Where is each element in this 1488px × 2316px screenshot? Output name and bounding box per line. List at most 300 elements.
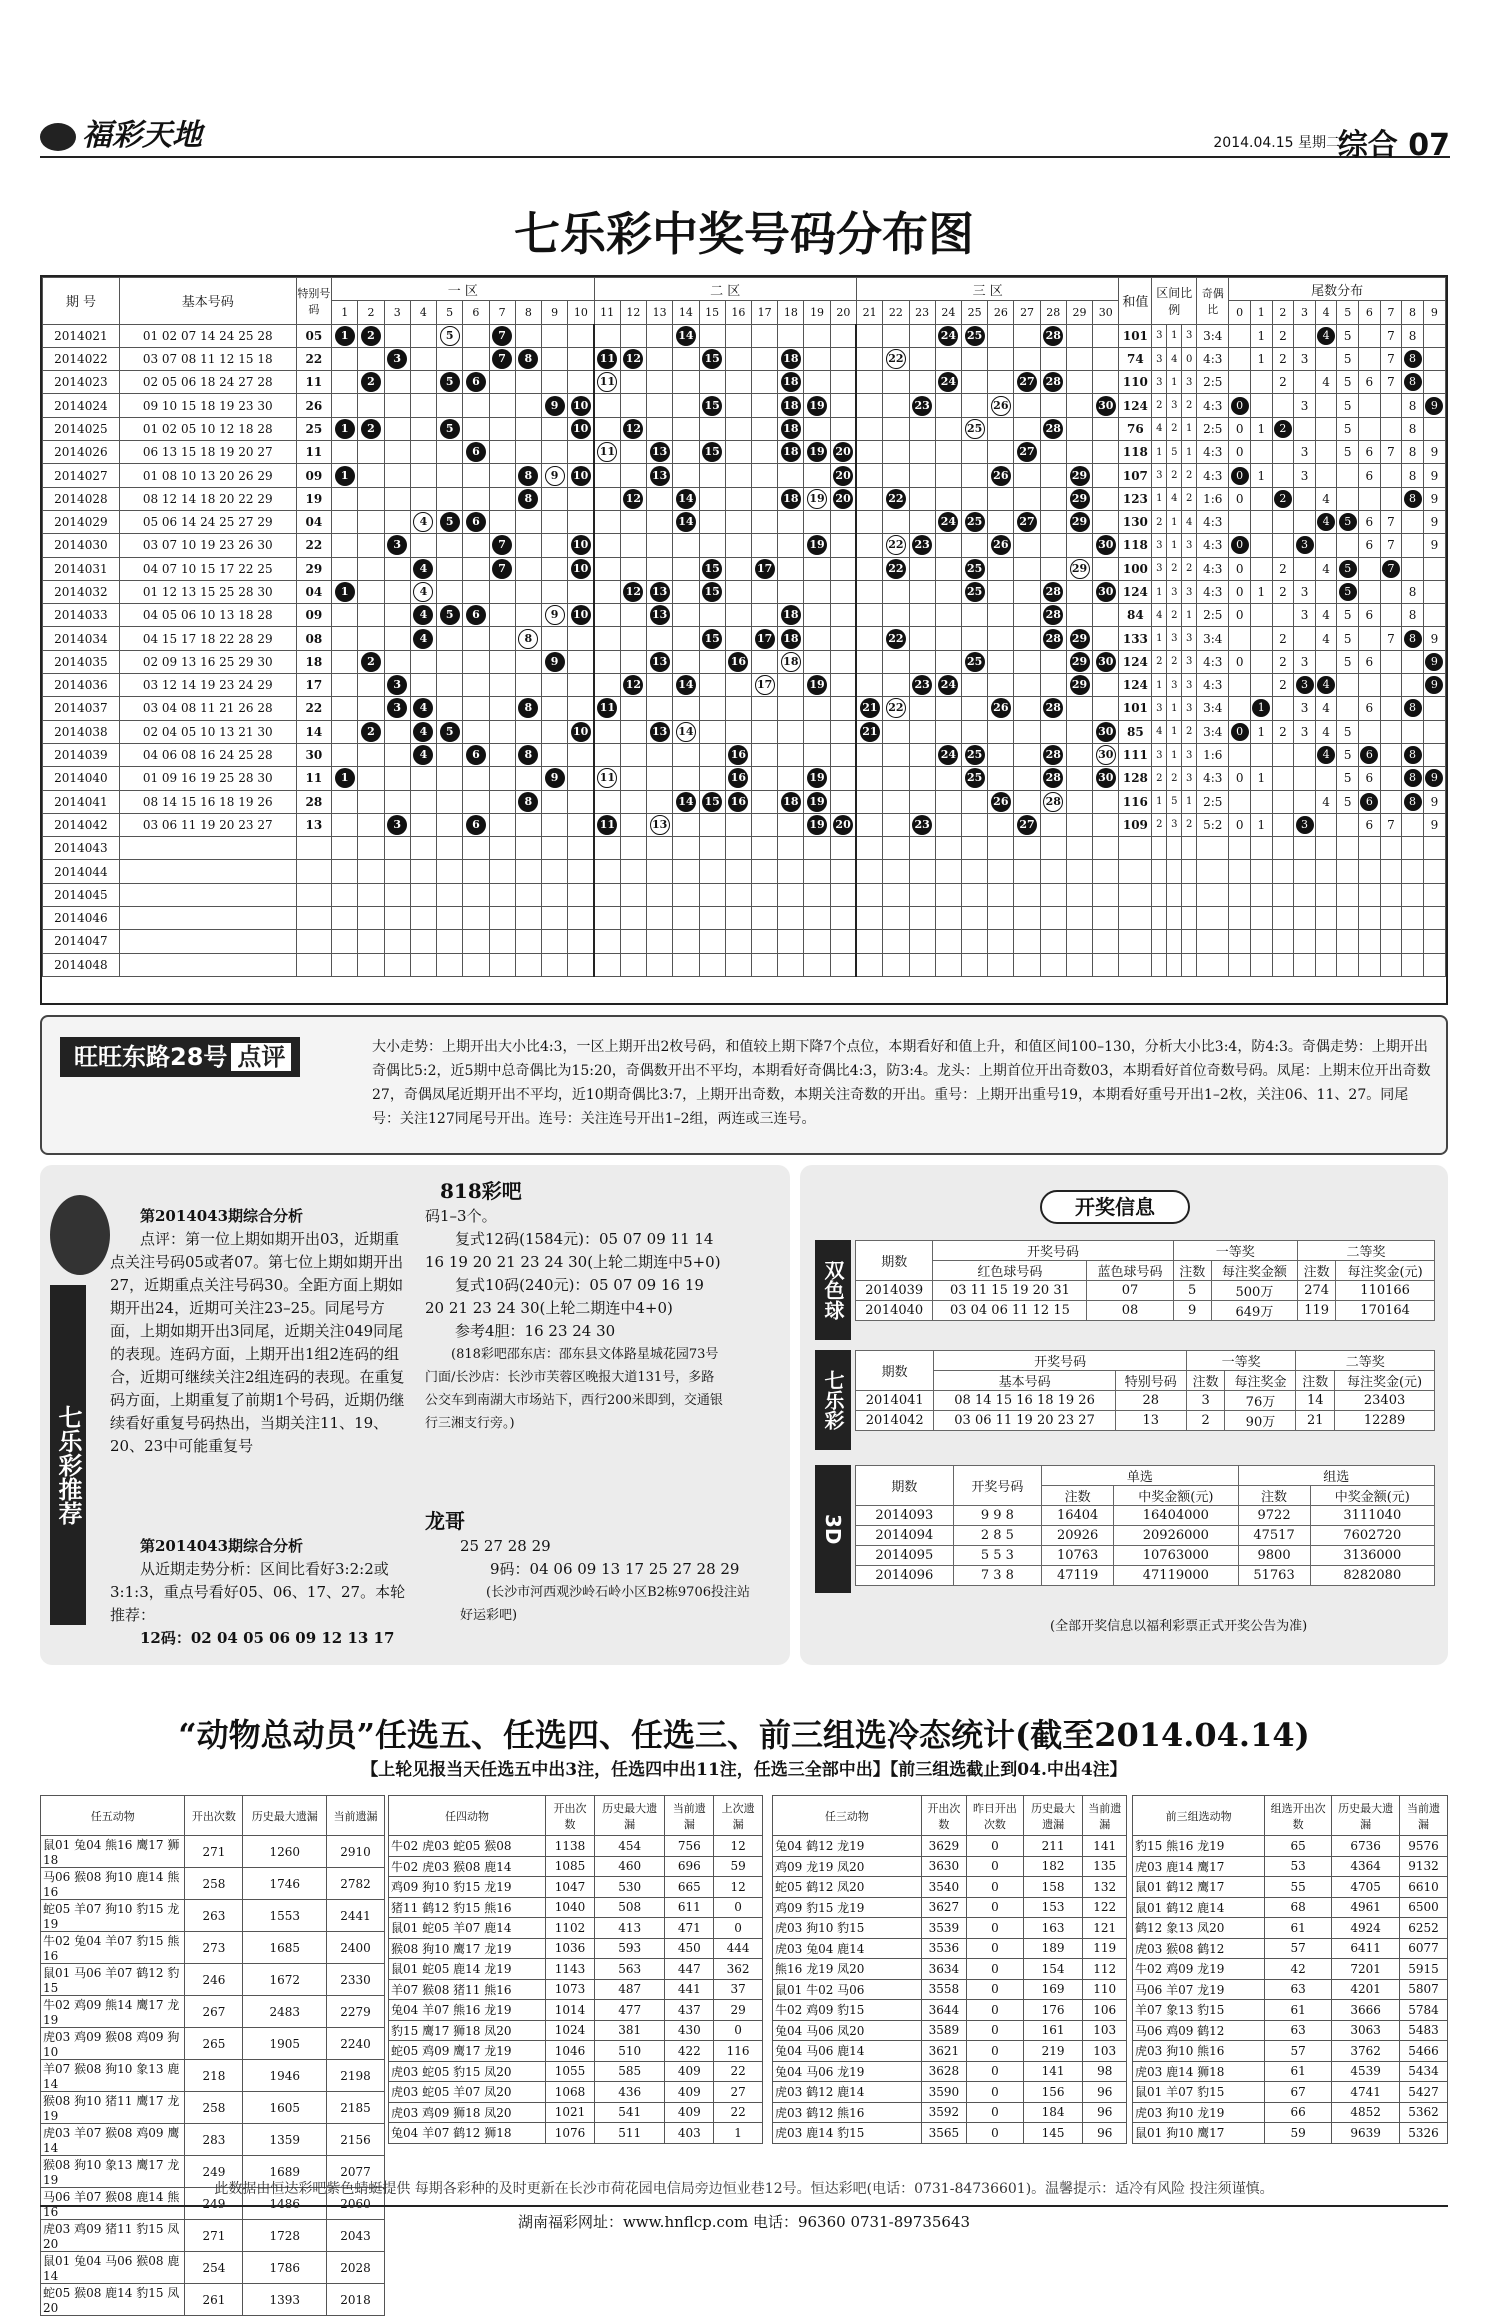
num-cell [830,837,856,860]
ball-mark: 8 [518,698,538,718]
num-cell [909,627,935,650]
tail-cell: 0 [1229,580,1251,603]
tail-cell: 5 [1337,743,1359,766]
ball-mark: 6 [466,745,486,765]
num-cell [489,627,515,650]
special-ball-mark: 4 [413,582,433,602]
cold4-cell: 0 [714,1918,763,1939]
logo-icon [40,123,76,151]
tail-cell: 4 [1315,697,1337,720]
tail-cell [1294,953,1316,976]
num-cell [988,394,1014,417]
cold5-cell: 2782 [327,1868,385,1900]
tail-cell [1315,930,1337,953]
coldf3-cell: 虎03 鹿14 鹰17 [1133,1856,1265,1877]
num-cell [725,510,751,533]
num-cell [751,674,777,697]
num-cell [1040,743,1066,766]
num-cell [856,534,882,557]
num-cell [437,557,463,580]
info-cell: 9800 [1238,1546,1310,1566]
coldf3-cell: 5326 [1400,2123,1448,2144]
num-cell [883,860,909,883]
chart-row [43,907,1446,930]
cold3-cell: 虎03 兔04 鹿14 [773,1938,922,1959]
num-cell [332,627,358,650]
ratio-cell: 1 [1152,487,1167,510]
num-cell [1040,930,1066,953]
num-cell [437,837,463,860]
th-red: 红色球号码 [933,1261,1087,1281]
num-cell [751,371,777,394]
num-cell [594,394,620,417]
row-odd-even [1197,883,1229,906]
num-cell [1066,627,1092,650]
num-cell [437,790,463,813]
tail-cell [1229,394,1251,417]
num-cell [568,557,594,580]
num-cell [620,813,646,836]
coldf3-cell: 65 [1265,1836,1332,1857]
row-odd-even: 4:3 [1197,580,1229,603]
num-cell [410,790,436,813]
coldf3-cell: 5362 [1400,2102,1448,2123]
num-cell [673,487,699,510]
pick12-cont: 25 27 28 29 [460,1537,551,1555]
tail-mark: 8 [1404,630,1422,648]
num-cell [594,510,620,533]
num-cell [935,464,961,487]
num-cell [699,417,725,440]
num-cell [594,860,620,883]
tail-cell: 6 [1359,697,1381,720]
row-basic: 01 02 07 14 24 25 28 [119,324,296,347]
num-cell [1066,860,1092,883]
num-cell [620,720,646,743]
num-cell [751,767,777,790]
cold5-th: 历史最大遗漏 [243,1796,327,1836]
ball-mark: 5 [440,605,460,625]
th-amount-2: 每注奖金(元) [1335,1371,1435,1391]
tail-cell [1250,790,1272,813]
special-ball-mark: 11 [597,768,617,788]
num-cell [541,580,567,603]
num-cell [437,860,463,883]
num-cell [1093,417,1119,440]
num-cell [620,674,646,697]
num-cell [699,627,725,650]
num-cell [647,347,673,370]
ratio-cell: 2 [1152,394,1167,417]
special-ball-mark: 22 [886,349,906,369]
num-cell [909,534,935,557]
num-col-15: 15 [699,301,725,324]
coldf3-cell: 61 [1265,2061,1332,2082]
num-cell [909,883,935,906]
num-cell [856,790,882,813]
row-sum: 118 [1119,534,1152,557]
num-cell [725,650,751,673]
cold5-cell: 羊07 猴08 狗10 象13 鹿14 [41,2060,185,2092]
info-cell: 274 [1298,1281,1336,1301]
tail-cell [1402,487,1424,510]
num-cell [541,767,567,790]
cold3-cell: 3540 [921,1877,966,1898]
ball-mark: 1 [335,582,355,602]
num-cell [489,347,515,370]
ratio-cell: 2 [1167,417,1182,440]
ball-mark: 30 [1096,652,1116,672]
num-cell [647,837,673,860]
reference-4: 参考4胆：16 23 24 30 [455,1322,616,1340]
chart-row [43,604,1446,627]
num-cell [883,510,909,533]
row-odd-even: 4:3 [1197,534,1229,557]
num-cell [384,674,410,697]
ball-mark: 11 [597,698,617,718]
num-cell [1093,930,1119,953]
tail-cell: 7 [1380,510,1402,533]
tail-mark: 8 [1404,746,1422,764]
row-basic: 06 13 15 18 19 20 27 [119,441,296,464]
num-cell [515,860,541,883]
num-cell [883,417,909,440]
num-cell [568,650,594,673]
num-cell [751,441,777,464]
ball-mark: 18 [781,792,801,812]
row-sum [1119,883,1152,906]
tail-cell [1380,930,1402,953]
row-odd-even: 2:5 [1197,790,1229,813]
num-cell [909,767,935,790]
tail-mark: 9 [1425,653,1443,671]
info-cell: 20926000 [1114,1526,1238,1546]
cold3-th: 开出次数 [921,1796,966,1836]
num-cell [410,674,436,697]
num-cell [856,743,882,766]
cold3-cell: 135 [1083,1856,1127,1877]
num-cell [673,837,699,860]
cold4-row [389,2082,763,2103]
cold5-cell: 2060 [327,2188,385,2220]
info-cell: 20926 [1042,1526,1114,1546]
ratio-cell: 2 [1182,813,1197,836]
num-cell [778,464,804,487]
coldf3-cell: 鼠01 狗10 鹰17 [1133,2123,1265,2144]
num-cell [463,790,489,813]
num-cell [856,557,882,580]
num-cell [489,557,515,580]
tail-cell [1337,930,1359,953]
num-cell [778,650,804,673]
tail-cell: 3 [1294,441,1316,464]
ball-mark: 9 [545,768,565,788]
ball-mark: 15 [702,582,722,602]
ball-mark: 30 [1096,768,1116,788]
num-cell [725,837,751,860]
num-cell [594,324,620,347]
cold4-row [389,2020,763,2041]
num-cell [935,650,961,673]
th-numbers: 开奖号码 [933,1241,1173,1261]
num-cell [568,464,594,487]
coldf3-cell: 63 [1265,1979,1332,2000]
num-cell [778,907,804,930]
num-cell [463,930,489,953]
row-sum: 74 [1119,347,1152,370]
num-cell [594,441,620,464]
ball-mark: 29 [1070,675,1090,695]
num-cell [961,697,987,720]
num-cell [437,627,463,650]
cold5-cell: 258 [185,2092,243,2124]
num-cell [620,580,646,603]
num-cell [883,813,909,836]
coldf3-cell: 61 [1265,2000,1332,2021]
row-special: 04 [296,510,331,533]
cold4-cell: 猪11 鹤12 豹15 熊16 [389,1897,546,1918]
ball-mark: 18 [781,349,801,369]
info-cell: 500万 [1211,1281,1297,1301]
cold3-cell: 0 [967,2061,1024,2082]
num-cell [489,441,515,464]
tail-cell [1294,557,1316,580]
num-cell [620,557,646,580]
num-cell [541,417,567,440]
num-cell [778,953,804,976]
cold4-cell: 541 [594,2102,665,2123]
num-cell [594,534,620,557]
num-cell [961,953,987,976]
num-cell [804,860,830,883]
tail-mark: 4 [1317,513,1335,531]
cold3-cell: 103 [1083,2041,1127,2062]
th-first: 一等奖 [1173,1241,1297,1261]
num-cell [961,883,987,906]
tail-cell [1402,371,1424,394]
ball-mark: 6 [466,815,486,835]
tail-cell [1359,417,1381,440]
ball-mark: 10 [571,722,591,742]
ball-mark: 14 [676,512,696,532]
tail-cell [1359,347,1381,370]
coldf3-cell: 鼠01 鹤12 鹰17 [1133,1877,1265,1898]
info-cell: 03 04 06 11 12 15 [933,1301,1087,1321]
row-basic: 09 10 15 18 19 23 30 [119,394,296,417]
tail-mark: 6 [1360,746,1378,764]
num-cell [1066,464,1092,487]
tail-cell [1380,883,1402,906]
num-cell [594,883,620,906]
num-cell [1040,604,1066,627]
cold4-row [389,1836,763,1857]
num-cell [647,464,673,487]
num-cell [804,487,830,510]
cold3-cell: 虎03 鹤12 熊16 [773,2102,922,2123]
num-cell [778,930,804,953]
tail-mark: 8 [1404,490,1422,508]
row-special: 14 [296,720,331,743]
info-cell: 10763000 [1114,1546,1238,1566]
tail-cell [1272,767,1294,790]
num-cell [489,743,515,766]
ball-mark: 5 [440,512,460,532]
info-cell: 03 06 11 19 20 23 27 [934,1411,1115,1431]
cold3-cell: 141 [1023,2061,1083,2082]
num-cell [620,441,646,464]
info-cell: 5 [1173,1281,1211,1301]
ratio-cell: 1 [1167,697,1182,720]
tail-mark: 8 [1404,793,1422,811]
chart-row [43,930,1446,953]
cold3-cell: 0 [967,1877,1024,1898]
cold3-cell: 3627 [921,1897,966,1918]
row-odd-even: 3:4 [1197,627,1229,650]
row-period: 2014031 [43,557,120,580]
cold3-row [773,1959,1127,1980]
tail-cell [1250,930,1272,953]
cold3-cell: 3630 [921,1856,966,1877]
cold3-cell: 3539 [921,1918,966,1939]
num-cell [1040,441,1066,464]
cold3-cell: 161 [1023,2020,1083,2041]
ball-mark: 29 [1070,466,1090,486]
num-cell [410,394,436,417]
num-cell [961,860,987,883]
info-cell: 649万 [1211,1301,1297,1321]
num-cell [909,371,935,394]
cold4-cell: 665 [665,1877,714,1898]
tail-mark: 5 [1339,513,1357,531]
shuangse-tag: 双色球 [815,1240,851,1340]
ratio-cell: 2 [1167,767,1182,790]
tail-cell [1272,417,1294,440]
tail-cell [1315,674,1337,697]
coldf3-cell: 虎03 鹿14 狮18 [1133,2061,1265,2082]
ratio-cell: 2 [1167,604,1182,627]
tail-cell [1294,371,1316,394]
ball-mark: 12 [623,489,643,509]
num-cell [804,953,830,976]
ball-mark: 3 [387,815,407,835]
num-cell [1014,464,1040,487]
cold3-cell: 219 [1023,2041,1083,2062]
info-cell: 51763 [1238,1566,1310,1586]
num-cell [1014,883,1040,906]
tail-cell [1272,837,1294,860]
num-cell [961,464,987,487]
ratio-cell: 1 [1167,371,1182,394]
num-cell [883,720,909,743]
num-cell [332,371,358,394]
num-cell [751,627,777,650]
num-cell [515,604,541,627]
tail-mark: 5 [1339,583,1357,601]
num-cell [463,953,489,976]
cold4-row [389,2102,763,2123]
tail-cell: 6 [1359,604,1381,627]
num-cell [410,907,436,930]
ball-mark: 3 [387,698,407,718]
cold4-cell: 牛02 虎03 蛇05 猴08 [389,1836,546,1857]
draw-info-panel [800,1165,1448,1665]
num-cell [1040,720,1066,743]
num-cell [1040,650,1066,673]
ball-mark: 28 [1043,745,1063,765]
row-odd-even: 1:6 [1197,743,1229,766]
num-cell [1066,580,1092,603]
num-cell [725,557,751,580]
tail-cell: 8 [1402,604,1424,627]
coldf3-row [1133,2061,1448,2082]
num-cell [647,604,673,627]
chart-row [43,394,1446,417]
tail-cell: 6 [1359,371,1381,394]
num-cell [988,790,1014,813]
tail-cell: 6 [1359,510,1381,533]
tail-cell [1315,953,1337,976]
num-cell [883,907,909,930]
num-cell [961,767,987,790]
num-cell [883,464,909,487]
num-cell [515,743,541,766]
tail-cell: 1 [1250,813,1272,836]
coldf3-row [1133,2020,1448,2041]
row-odd-even: 4:3 [1197,557,1229,580]
cold5-cell: 鼠01 兔04 马06 猴08 鹿14 [41,2252,185,2284]
num-cell [883,837,909,860]
num-cell [804,743,830,766]
num-cell [594,371,620,394]
num-cell [1040,417,1066,440]
num-cell [1040,813,1066,836]
num-cell [909,790,935,813]
cold4-cell: 611 [665,1897,714,1918]
ball-mark: 4 [413,698,433,718]
row-special: 08 [296,627,331,650]
row-odd-even [1197,837,1229,860]
num-cell [830,347,856,370]
num-cell [778,883,804,906]
num-cell [935,487,961,510]
tail-cell: 5 [1337,790,1359,813]
th-count-2: 注数 [1238,1486,1310,1506]
num-cell [883,627,909,650]
num-cell [935,767,961,790]
ratio-cell: 3 [1167,627,1182,650]
tail-cell [1402,743,1424,766]
num-cell [725,627,751,650]
num-cell [1093,324,1119,347]
num-cell [463,510,489,533]
num-cell [699,837,725,860]
qile-row [856,1391,1435,1411]
num-cell [437,580,463,603]
num-cell [909,487,935,510]
draw-info-note: (全部开奖信息以福利彩票正式开奖公告为准) [1050,1619,1308,1634]
num-cell [332,953,358,976]
num-cell [384,417,410,440]
tail-cell [1272,907,1294,930]
num-cell [1093,557,1119,580]
coldf3-cell: 67 [1265,2082,1332,2103]
num-cell [332,510,358,533]
info-cell: 7 3 8 [953,1566,1042,1586]
num-col-16: 16 [725,301,751,324]
num-cell [856,487,882,510]
num-cell [1014,813,1040,836]
ball-mark: 13 [650,722,670,742]
